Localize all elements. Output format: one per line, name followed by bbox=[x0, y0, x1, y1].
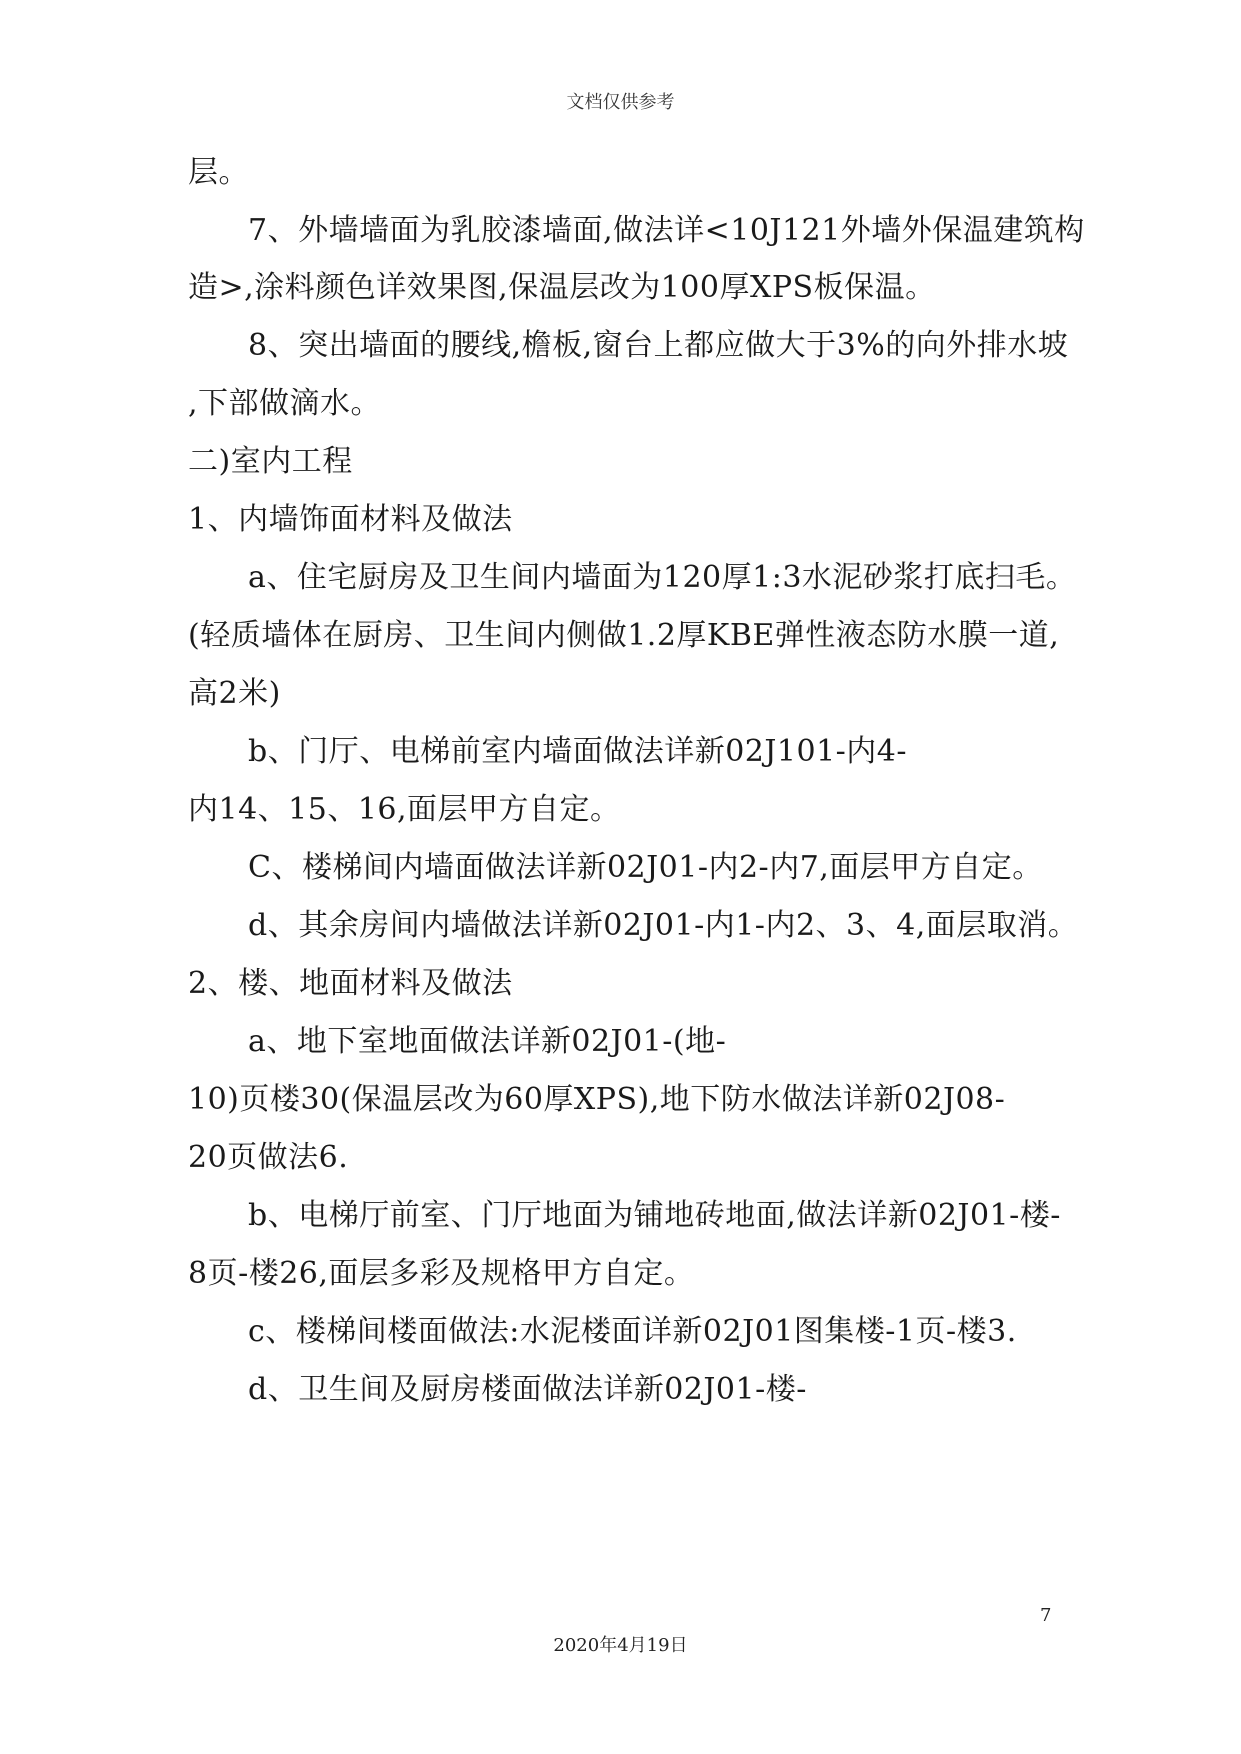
text-line: 10)页楼30(保温层改为60厚XPS),地下防水做法详新02J08- bbox=[188, 1082, 1006, 1117]
text-line: 8、突出墙面的腰线,檐板,窗台上都应做大于3%的向外排水坡 bbox=[248, 328, 1069, 363]
page-header: 文档仅供参考 bbox=[566, 92, 675, 113]
subsection-heading: 2、楼、地面材料及做法 bbox=[188, 966, 513, 1001]
text-line: a、住宅厨房及卫生间内墙面为120厚1:3水泥砂浆打底扫毛。 bbox=[248, 560, 1077, 595]
section-heading: 二)室内工程 bbox=[188, 444, 353, 479]
footer-date: 2020年4月19日 bbox=[553, 1635, 688, 1656]
text-line: 8页-楼26,面层多彩及规格甲方自定。 bbox=[188, 1256, 695, 1291]
text-line: 20页做法6. bbox=[188, 1140, 349, 1175]
text-line: 层。 bbox=[188, 155, 249, 190]
text-line: d、卫生间及厨房楼面做法详新02J01-楼- bbox=[248, 1372, 807, 1407]
text-line: 造>,涂料颜色详效果图,保温层改为100厚XPS板保温。 bbox=[188, 270, 936, 305]
text-line: b、门厅、电梯前室内墙面做法详新02J101-内4- bbox=[248, 734, 908, 769]
text-line: ,下部做滴水。 bbox=[188, 386, 382, 421]
text-line: C、楼梯间内墙面做法详新02J01-内2-内7,面层甲方自定。 bbox=[248, 850, 1043, 885]
text-line: b、电梯厅前室、门厅地面为铺地砖地面,做法详新02J01-楼- bbox=[248, 1198, 1061, 1233]
text-line: c、楼梯间楼面做法:水泥楼面详新02J01图集楼-1页-楼3. bbox=[248, 1314, 1017, 1349]
text-line: (轻质墙体在厨房、卫生间内侧做1.2厚KBE弹性液态防水膜一道, bbox=[188, 618, 1060, 653]
page-number: 7 bbox=[1040, 1605, 1052, 1626]
subsection-heading: 1、内墙饰面材料及做法 bbox=[188, 502, 513, 537]
text-line: 高2米) bbox=[188, 676, 281, 711]
text-line: a、地下室地面做法详新02J01-(地- bbox=[248, 1024, 727, 1059]
text-line: d、其余房间内墙做法详新02J01-内1-内2、3、4,面层取消。 bbox=[248, 908, 1079, 943]
text-line: 7、外墙墙面为乳胶漆墙面,做法详<10J121外墙外保温建筑构 bbox=[248, 213, 1085, 248]
text-line: 内14、15、16,面层甲方自定。 bbox=[188, 792, 621, 827]
